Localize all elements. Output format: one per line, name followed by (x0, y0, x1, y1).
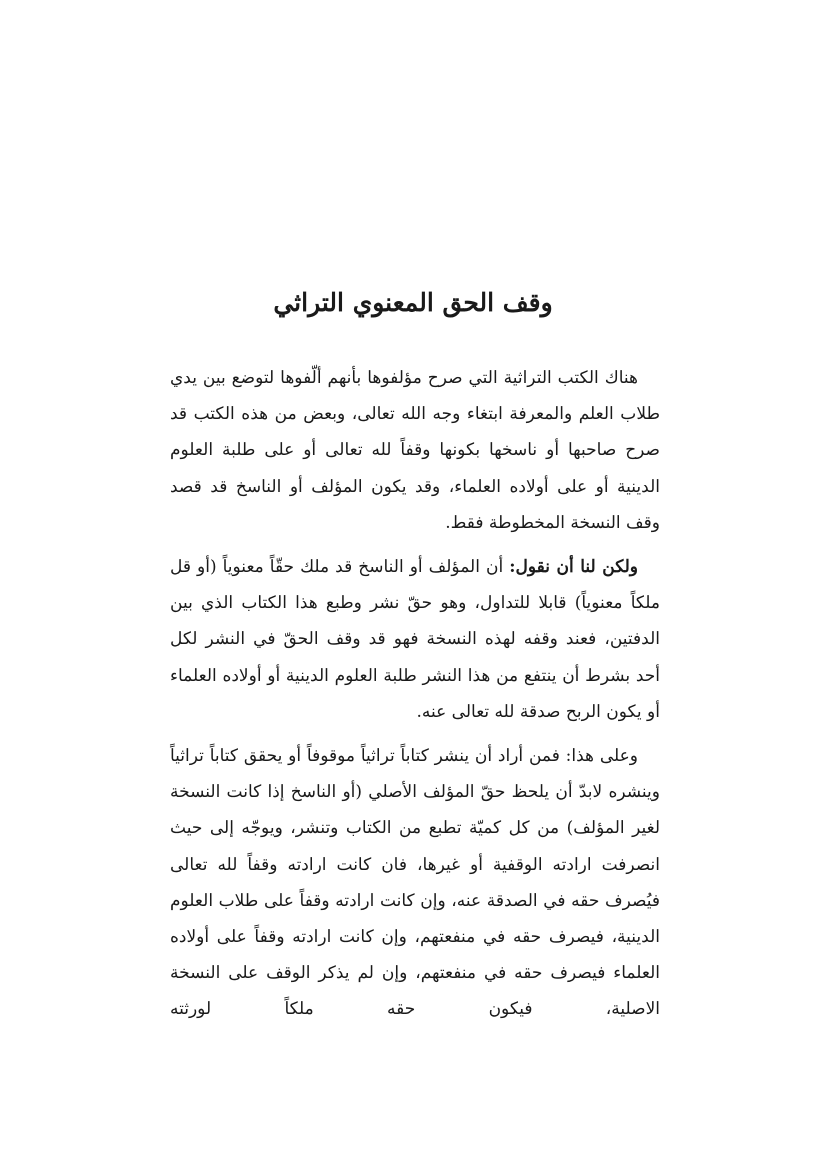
page-title: وقف الحق المعنوي التراثي (273, 288, 553, 317)
paragraph-argument-text: أن المؤلف أو الناسخ قد ملك حقّاً معنوياً (أو قل ملكاً معنوياً) قابلا للتداول، وهو حقّ نشر وطبع هذا الكتاب الذي بين الدفتين، فعند وقفه لهذه النسخة فهو قد وقف الحقّ في النشر لكل أحد بشرط أن ينتفع من هذا النشر طلبة العلوم الدينية أو أولاده العلماء أو يكون الربح صدقة لله تعالى عنه. (170, 557, 660, 722)
paragraph-conclusion-text: وعلى هذا: فمن أراد أن ينشر كتاباً تراثياً موقوفاً أو يحقق كتاباً تراثياً وينشره لابدّ أن يلحظ حقّ المؤلف الأصلي (أو الناسخ إذا كانت النسخة لغير المؤلف) من كل كميّة تطبع من الكتاب وتنشر، ويوجّه إلى حيث انصرفت ارادته الوقفية أو غيرها، فان كانت ارادته وقفاً لله تعالى فيُصرف حقه في الصدقة عنه، وإن كانت ارادته وقفاً على طلاب العلوم الدينية، فيصرف حقه في منفعتهم، وإن كانت ارادته وقفاً على أولاده العلماء فيصرف حقه في منفعتهم، وإن لم يذكر الوقف على النسخة الاصلية، فيكون حقه ملكاً لورثته (170, 746, 660, 1020)
paragraph-argument (170, 549, 660, 730)
paragraph-argument-lead: ولكن لنا أن نقول: (509, 557, 638, 578)
paragraph-conclusion (170, 738, 660, 1028)
paragraph-intro-text: هناك الكتب التراثية التي صرح مؤلفوها بأنهم ألّفوها لتوضع بين يدي طلاب العلم والمعرفة ابتغاء وجه الله تعالى، وبعض من هذه الكتب قد صرح صاحبها أو ناسخها بكونها وقفاً لله تعالى أو على طلبة العلوم الدينية أو على أولاده العلماء، وقد يكون المؤلف أو الناسخ قد قصد وقف النسخة المخطوطة فقط. (170, 368, 660, 533)
body-text (170, 360, 660, 1036)
paragraph-intro (170, 360, 660, 541)
